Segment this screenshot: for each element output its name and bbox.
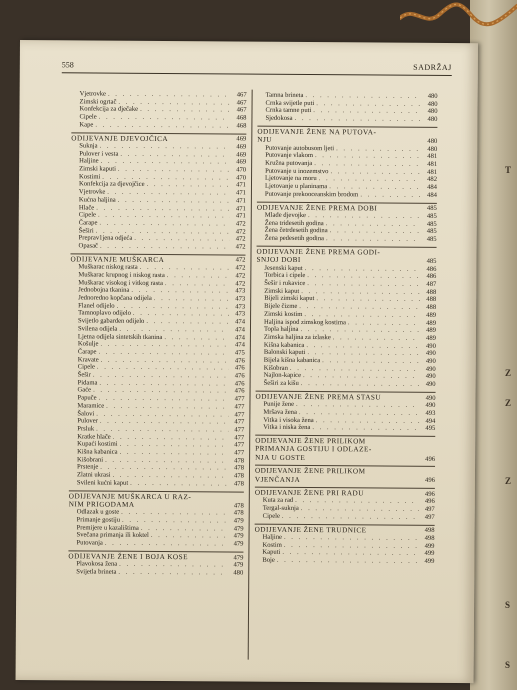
toc-entry	[255, 513, 435, 522]
toc-entry-title: Odlazak u goste	[76, 508, 120, 517]
toc-entry	[256, 380, 436, 389]
section-title-line: NJA U GOSTE	[255, 453, 306, 462]
toc-entry-page: 485	[426, 212, 437, 220]
toc-entry-page: 480	[233, 569, 244, 577]
toc-entry-title: Žena četrdesetih godina	[264, 227, 328, 235]
toc-entry	[71, 121, 246, 130]
toc-entry-page: 490	[425, 365, 436, 373]
toc-entry-page: 474	[235, 318, 246, 326]
adjacent-page-letter: S	[505, 660, 511, 670]
toc-entry-page: 487	[426, 280, 437, 288]
toc-entry-page: 477	[234, 411, 245, 419]
toc-entry	[255, 424, 435, 433]
toc-entry-page: 478	[234, 457, 245, 465]
toc-entry-page: 490	[425, 373, 436, 381]
toc-entry-title: Pulover	[77, 417, 98, 425]
toc-entry-page: 479	[233, 525, 244, 533]
toc-section-heading	[69, 490, 244, 510]
section-page: 480	[427, 137, 438, 145]
toc-entry-page: 476	[234, 380, 245, 388]
toc-entry-title: Zimski kostim	[264, 310, 303, 318]
toc-entry-title: Vitka i visoka žena	[263, 416, 314, 424]
toc-entry-page: 472	[235, 228, 246, 236]
toc-entry-title: Premijere u kazalištima	[76, 524, 139, 532]
section-page: 490	[425, 394, 436, 402]
section-title-line: ODIJEVANJE ŽENE PREMA DOBI	[256, 203, 378, 213]
toc-entry	[68, 540, 243, 549]
toc-entry-title: Haljina ispod zimskog kostima	[264, 318, 346, 326]
toc-entry-page: 495	[425, 425, 436, 433]
toc-entry-page: 477	[234, 449, 245, 457]
toc-entry-title: Svijetlo gabarden odijelo	[78, 317, 145, 325]
toc-entry-page: 476	[234, 357, 245, 365]
toc-entry-title: Haljine	[79, 157, 99, 165]
toc-entry-title: Balonski kaputi	[263, 349, 306, 357]
toc-entry-title: Primanje gostiju	[76, 516, 121, 524]
toc-entry-title: Cipele	[262, 512, 280, 520]
toc-entry-page: 480	[427, 100, 438, 108]
toc-entry-title: Bijela kišna kabanica	[263, 356, 321, 365]
toc-entry-title: Prsluk	[77, 425, 95, 433]
toc-entry-page: 474	[235, 326, 246, 334]
section-title-line: ODIJEVANJE DJEVOJČICA	[71, 133, 169, 143]
section-title-line: ODIJEVANJE ŽENE PRILIKOM	[254, 466, 366, 476]
section-title-line: ODIJEVANJE ŽENE PREMA GODI-	[256, 247, 381, 257]
section-page: 496	[424, 490, 435, 498]
header-rule	[62, 72, 452, 76]
toc-entry-title: Tergal-suknja	[262, 504, 299, 513]
toc-entry-title: Kružna putovanja	[265, 159, 313, 168]
toc-entry-page: 489	[426, 311, 437, 319]
page-number: 558	[61, 60, 74, 70]
toc-entry-page: 486	[426, 265, 437, 273]
adjacent-page-letters	[503, 0, 517, 690]
toc-entry-title: Mršava žena	[263, 408, 297, 416]
toc-entry-title: Ljetna odijela sintetskih tkanina	[77, 332, 163, 341]
dot-leader	[301, 380, 420, 389]
toc-entry-title: Kućna haljina	[78, 196, 116, 204]
toc-entry-page: 469	[236, 151, 247, 159]
toc-entry	[68, 568, 243, 577]
toc-entry-title: Svilena odijela	[77, 325, 118, 333]
section-title-line: ODIJEVANJE ŽENE TRUDNICE	[254, 525, 367, 535]
toc-entry-page: 497	[424, 506, 435, 514]
toc-entry-title: Suknja	[79, 142, 98, 150]
toc-entry-title: Svijetla brineta	[76, 568, 117, 576]
toc-entry-page: 486	[426, 273, 437, 281]
section-title-line: ODIJEVANJE ŽENE PREMA STASU	[255, 392, 382, 402]
toc-entry-title: Muškarac niskog rasta	[78, 263, 138, 271]
toc-entry-title: Pulover i vesta	[79, 150, 119, 158]
toc-entry-page: 478	[233, 509, 244, 517]
dot-leader	[295, 115, 422, 124]
toc-entry-title: Cipele	[78, 211, 97, 219]
toc-entry-title: Sjedokosa	[265, 114, 293, 123]
dot-leader	[282, 513, 419, 522]
adjacent-page-letter: Z	[505, 476, 512, 486]
toc-section-heading	[256, 245, 436, 265]
toc-entry-page: 470	[236, 166, 247, 174]
toc-entry-title: Crnka svijetle puti	[265, 99, 315, 107]
toc-entry-page: 471	[235, 212, 246, 220]
dot-leader	[360, 191, 421, 199]
toc-entry-page: 479	[233, 532, 244, 541]
toc-entry-page: 471	[236, 189, 246, 197]
page-header	[62, 60, 452, 77]
toc-entry-page: 472	[235, 243, 246, 251]
toc-entry	[254, 557, 434, 566]
toc-entry-title: Preprav1jena odjeća	[78, 234, 133, 243]
section-page: 485	[426, 257, 437, 265]
toc-entry-page: 472	[235, 220, 246, 228]
toc-entry-title: Kuta za rad	[262, 497, 294, 505]
toc-entry-title: Tamna brineta	[265, 91, 304, 99]
toc-entry-page: 494	[425, 417, 436, 425]
toc-entry-page: 472	[235, 272, 246, 280]
toc-entry-page: 484	[427, 183, 438, 192]
toc-entry-title: Kratke hlače	[77, 433, 111, 441]
toc-entry-title: Vjetrovke	[79, 90, 107, 98]
section-title-line: ODIJEVANJE ŽENE I BOJA KOSE	[68, 552, 189, 562]
dot-leader	[105, 540, 228, 549]
toc-entry-title: Opasač	[78, 242, 98, 250]
toc-entry-title: Košulje	[77, 340, 99, 348]
dot-leader	[118, 569, 227, 577]
toc-entry-title: Bijele čizme	[264, 302, 298, 311]
section-title-line: NIM PRIGODAMA	[68, 500, 135, 509]
toc-entry-title: Kišobrani	[77, 456, 104, 464]
toc-entry-title: Šešir i rukavice	[264, 279, 306, 287]
toc-entry-title: Žena pedesetih godina	[264, 234, 324, 243]
toc-entry-title: Putovanje vlakom	[265, 152, 314, 160]
toc-entry-title: Flanel odijelo	[78, 302, 115, 310]
toc-entry-page: 475	[234, 349, 245, 357]
toc-entry-page: 481	[427, 153, 438, 161]
toc-entry-page: 480	[427, 145, 438, 153]
toc-entry-title: Kape	[79, 121, 94, 129]
section-title-line: ODIJEVANJE ŽENE PRILIKOM	[255, 436, 366, 446]
section-title-line: ODIJEVANJE MUŠKARCA U RAZ-	[68, 491, 192, 501]
toc-left-column	[68, 90, 246, 577]
toc-entry-page: 470	[236, 174, 247, 182]
toc-entry-title: Putovanje autobusom ljeti	[265, 144, 335, 152]
toc-entry-title: Šeširi	[78, 227, 94, 235]
book-page	[16, 40, 478, 683]
section-page: 485	[426, 205, 437, 213]
toc-entry-page: 490	[425, 380, 436, 389]
section-page: 496	[425, 455, 436, 463]
toc-entry-page: 493	[425, 409, 436, 417]
toc-entry-title: Muškarac visokog i vitkog rasta	[78, 278, 163, 287]
toc-entry-page: 485	[426, 228, 437, 236]
toc-entry-page: 467	[236, 91, 247, 99]
toc-entry-page: 474	[234, 341, 245, 349]
toc-entry-page: 468	[236, 122, 247, 130]
section-title-line: ODIJEVANJE MUŠKARCA	[70, 255, 165, 264]
toc-entry-page: 498	[424, 534, 435, 542]
toc-entry-title: Kostimi	[79, 173, 101, 181]
toc-entry-page: 490	[425, 402, 436, 410]
toc-section-heading	[255, 435, 435, 463]
section-title-line: VJENČANJA	[254, 475, 301, 484]
section-page: 479	[233, 554, 244, 562]
toc-entry-page: 477	[234, 441, 245, 449]
toc-entry	[69, 479, 244, 488]
bookmark-cord	[400, 0, 517, 30]
toc-entry-title: Ljetovanje u planinama	[264, 182, 328, 191]
dot-leader	[312, 424, 419, 432]
toc-entry-page: 481	[427, 160, 438, 168]
toc-entry-title: Zimski kaput	[264, 287, 300, 295]
toc-entry-page: 489	[426, 319, 437, 327]
toc-entry-title: Cipele	[77, 363, 95, 371]
toc-entry-title: Šešir	[77, 371, 91, 379]
dot-leader	[326, 235, 421, 243]
toc-entry-page: 476	[234, 372, 245, 380]
section-title-line: PRIMANJA GOSTIJU I ODLAZE-	[255, 445, 372, 454]
toc-entry-title: Muškarac krupnog i niskog rasta	[78, 271, 165, 279]
toc-entry-page: 488	[426, 288, 437, 296]
toc-entry-page: 479	[233, 517, 244, 525]
section-title-line: ODIJEVANJE ŽENE NA PUTOVA-	[257, 127, 377, 137]
toc-entry-page: 488	[426, 303, 437, 312]
toc-entry-title: Jesenski kaput	[264, 264, 303, 272]
toc-entry-title: Papuče	[77, 394, 97, 402]
toc-entry-page: 473	[235, 295, 246, 303]
section-page: 496	[425, 477, 435, 485]
toc-entry-title: Putovanje prekooceanskim brodom	[264, 190, 359, 199]
toc-entry-page: 485	[426, 235, 437, 243]
toc-entry-title: Žena tridesetih godina	[264, 219, 324, 227]
section-page: 472	[235, 256, 246, 265]
toc-entry-page: 478	[234, 464, 245, 473]
toc-entry-page: 496	[424, 498, 435, 506]
toc-entry-title: Šalovi	[77, 409, 95, 418]
toc-entry-page: 477	[234, 426, 245, 434]
toc-entry-title: Haljine	[262, 533, 282, 541]
toc-entry-title: Najlon-kapice	[263, 372, 302, 380]
toc-entry-title: Šeširi za kišu	[263, 379, 299, 388]
toc-entry-title: Konfekcija za djevojčice	[78, 180, 145, 189]
toc-entry-page: 473	[235, 310, 246, 318]
toc-entry-title: Kišna kabanica	[263, 341, 305, 349]
toc-entry	[257, 235, 437, 244]
toc-entry-page: 484	[427, 191, 437, 199]
toc-entry-page: 479	[233, 561, 244, 569]
toc-section-heading	[257, 125, 437, 145]
toc-entry-page: 499	[424, 550, 435, 558]
toc-entry-page: 490	[425, 350, 436, 358]
toc-entry-page: 488	[426, 296, 437, 304]
adjacent-page-letter: T	[505, 165, 512, 175]
dot-leader	[100, 243, 230, 252]
toc-entry	[71, 242, 246, 251]
toc-entry-title: Tamnoplavo odijelo	[78, 309, 131, 318]
toc-entry-title: Boje	[262, 556, 275, 564]
toc-entry-page: 499	[424, 557, 435, 566]
toc-entry-title: Zlatni ukrasi	[76, 471, 111, 479]
toc-entry-page: 468	[236, 114, 247, 122]
toc-entry-page: 489	[426, 334, 436, 342]
toc-entry-title: Kišna kabanica	[77, 448, 118, 456]
toc-entry-title: Plavokosa žena	[76, 560, 118, 568]
toc-entry-title: Topla haljina	[263, 325, 299, 334]
toc-entry-page: 476	[234, 364, 245, 372]
toc-entry-page: 472	[235, 264, 246, 272]
toc-entry	[257, 115, 437, 124]
toc-entry-page: 489	[426, 327, 437, 335]
adjacent-page-letter: Z	[505, 368, 512, 378]
toc-entry-title: Gaće	[77, 386, 92, 394]
toc-entry-page: 499	[424, 542, 435, 550]
toc-entry-page: 480	[427, 92, 438, 100]
toc-entry-page: 471	[235, 197, 246, 205]
toc-entry-title: Punije žene	[263, 400, 295, 409]
toc-right-column	[254, 92, 437, 566]
toc-entry-page: 471	[235, 205, 246, 213]
toc-entry-title: Maramice	[77, 402, 105, 410]
toc-entry-title: Bijeli zimski kaput	[264, 295, 315, 303]
toc-entry-title: Torbica i cipele	[264, 271, 306, 280]
toc-entry-page: 474	[235, 334, 245, 342]
toc-entry-title: Jednoredno kopčana odijela	[78, 294, 152, 302]
section-page: 478	[233, 502, 244, 510]
toc-entry-title: Crnka tamne puti	[265, 107, 312, 115]
toc-entry-title: Zimski ogrtač	[79, 98, 117, 106]
toc-entry-page: 482	[427, 176, 438, 184]
toc-entry-title: Zimska haljina za izlaske	[263, 333, 331, 342]
dot-leader	[95, 121, 230, 130]
dot-leader	[130, 480, 228, 488]
toc-entry	[257, 191, 437, 200]
toc-entry-title: Kostim	[262, 541, 282, 549]
toc-entry-title: Konfekcija za dječake	[79, 105, 139, 114]
toc-entry-page: 480	[427, 115, 438, 124]
toc-entry-title: Čarape	[78, 219, 98, 227]
running-head: SADRŽAJ	[413, 62, 452, 73]
toc-entry-page: 485	[426, 220, 437, 228]
toc-entry-title: Vjetrovke	[78, 188, 106, 196]
toc-entry-title: Svileni kućni kaput	[76, 479, 129, 487]
toc-entry-title: Ljetovanje na moru	[265, 175, 317, 183]
toc-entry-title: Hlače	[78, 203, 95, 212]
toc-entry-title: Kišobran	[263, 364, 288, 372]
toc-entry-page: 477	[234, 403, 245, 411]
toc-entry-page: 469	[236, 158, 247, 166]
toc-entry-title: Kravate	[77, 356, 99, 364]
toc-entry-page: 469	[236, 143, 247, 151]
toc-entry-title: Prstenje	[76, 463, 99, 472]
toc-entry-title: Vitka i niska žena	[263, 424, 311, 432]
toc-entry-title: Čarape	[77, 348, 97, 356]
toc-entry-page: 471	[236, 181, 247, 190]
toc-entry-page: 478	[234, 472, 244, 480]
toc-section-heading	[255, 465, 435, 485]
toc-entry-page: 472	[235, 280, 246, 288]
section-page: 469	[236, 135, 247, 143]
toc-entry-page: 478	[233, 480, 244, 488]
toc-entry-title: Cipele	[79, 113, 97, 121]
toc-entry-page: 481	[427, 168, 438, 176]
section-title-line: NJU	[257, 135, 273, 144]
toc-entry-page: 490	[425, 357, 436, 365]
toc-entry-title: Kaputi	[262, 549, 281, 557]
toc-entry-page: 476	[234, 387, 245, 395]
adjacent-page-letter: S	[505, 600, 511, 610]
toc-entry-title: Mlade djevojke	[264, 211, 307, 219]
toc-entry-title: Putovanje u inozemstvo	[265, 167, 329, 175]
toc-entry-page: 473	[235, 287, 246, 295]
section-title-line: SNJOJ DOBI	[256, 255, 301, 265]
toc-entry-title: Svečana primanja ili koktel	[76, 531, 149, 540]
toc-entry-title: Kupaći kostimi	[77, 440, 118, 449]
section-title-line: ODIJEVANJE ŽENE PRI RADU	[254, 488, 364, 498]
toc-entry-page: 477	[234, 418, 245, 426]
toc-entry-page: 480	[427, 108, 438, 116]
toc-entry-page: 467	[236, 106, 247, 114]
toc-entry-title: Putovanja	[76, 539, 103, 547]
toc-entry-page: 477	[234, 395, 245, 403]
toc-entry-page: 490	[425, 342, 436, 350]
toc-entry-page: 467	[236, 99, 247, 107]
toc-entry-page: 473	[235, 303, 246, 311]
adjacent-page-letter: Z	[505, 398, 512, 408]
dot-leader	[277, 557, 419, 566]
toc-entry-page: 472	[235, 235, 246, 243]
toc-entry-page: 477	[234, 434, 245, 442]
toc-entry-title: Zimski kaputi	[79, 165, 116, 173]
toc-entry-title: Pidama	[77, 379, 98, 387]
section-page: 498	[424, 527, 435, 535]
toc-entry-page: 497	[424, 513, 435, 521]
toc-entry-title: Jednobojna tkanina	[78, 286, 130, 295]
column-divider	[248, 90, 253, 660]
toc-entry-page: 479	[233, 540, 244, 548]
